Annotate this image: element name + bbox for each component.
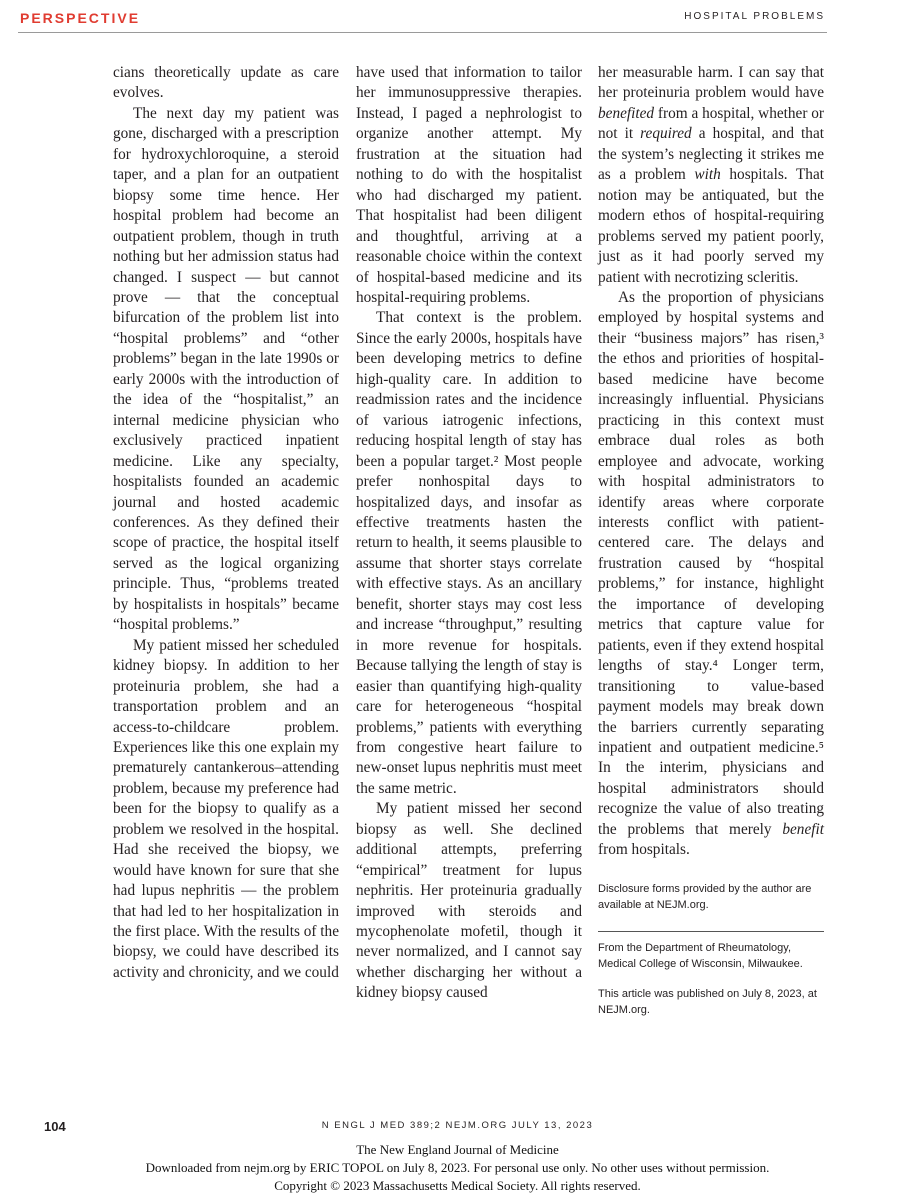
paragraph: cians theoretically update as care evolves. (113, 64, 339, 102)
running-title: HOSPITAL PROBLEMS (684, 11, 825, 22)
notes-divider (598, 931, 824, 932)
affiliation-note: From the Department of Rheumatology, Medical College of Wisconsin, Milwaukee. (598, 941, 803, 970)
page-number: 104 (44, 1119, 66, 1134)
paragraph: My patient missed her second biopsy as well. She declined additional attempts, preferring “empirical” treatment for lupus nephritis. Her proteinuria gradually improved with steroids and mycophenolate mofetil, though it never normalized, and I cannot say whether discharging her without a kidney biopsy caused (356, 800, 582, 1002)
paragraph: her measurable harm. I can say that her proteinuria problem would have benefited from a hospital, whether or not it required a hospital, and that the system’s neglecting it strikes me as a problem with hospitals. That notion may be antiquated, but the modern ethos of hospital-requiring problems served my patient poorly, just as it had poorly served my patient with necrotizing scleritis. (598, 64, 824, 286)
paragraph: As the proportion of physicians employed by hospital systems and their “business majors” has risen,³ the ethos and priorities of hospital-based medicine have become increasingly influential. Physicians practicing in this context must embrace dual roles as both employee and advocate, working with hospital administrators to identify areas where corporate interests conflict with patient-centered care. The delays and frustration caused by “hospital problems,” for instance, highlight the importance of developing metrics that capture value for patients, even if they extend hospital lengths of stay.⁴ Longer term, transitioning to value-based payment models may break down the barriers currently separating inpatient and outpatient medicine.⁵ In the interim, physicians and hospital administrators should recognize the value of also treating the problems that merely benefit from hospitals. (598, 288, 824, 859)
header-rule (18, 32, 827, 33)
paragraph: My patient missed her scheduled kidney biopsy. In addition to her proteinuria problem, she had a transportation problem and an access-to-childcare problem. Experiences like this one explain my prematurely cantankerous–attending problem, because my preference had been for the biopsy to qualify as a problem we resolved in the hospital. Had she received the biopsy, we would have known for sure that she had lupus nephritis — the problem that had led to her hospitalization in the first place. With the results of the biopsy, we could have described its activity and chronicity, and we could (113, 636, 339, 981)
journal-citation: N ENGL J MED 389;2 NEJM.ORG JULY 13, 2023 (321, 1120, 594, 1131)
disclosure-note: Disclosure forms provided by the author are available at NEJM.org. (598, 882, 812, 911)
article-column-3 (598, 63, 824, 1018)
download-notice: Downloaded from nejm.org by ERIC TOPOL on July 8, 2023. For personal use only. No other uses without permission. (145, 1160, 770, 1175)
paragraph: have used that information to tailor her immunosuppressive therapies. Instead, I paged a nephrologist to organize another attempt. My frustration at the situation had nothing to do with the hospitalist who had discharged my patient. That hospitalist had been diligent and thoughtful, arriving at a reasonable choice within the context of hospital-based medicine and its hospital-requiring problems. (356, 64, 582, 306)
paragraph: The next day my patient was gone, discharged with a prescription for hydroxychloroquine, a steroid taper, and a plan for an outpatient biopsy some time hence. Her hospital problem had become an outpatient problem, though in truth nothing but her admission status had changed. I suspect — but cannot prove — that the conceptual bifurcation of the problem list into “hospital problems” and “other problems” began in the late 1990s or early 2000s with the introduction of the idea of the “hospitalist,” an internal medicine physician who exclusively practiced inpatient medicine. Like any specialty, hospitalists founded an academic journal and hosted academic conferences. As they defined their scope of practice, the hospital itself served as the logical organizing principle. Thus, “problems treated by hospitalists in hospitals” became “hospital problems.” (113, 104, 339, 634)
publication-note: This article was published on July 8, 2023, at NEJM.org. (598, 987, 817, 1016)
paragraph: That context is the problem. Since the early 2000s, hospitals have been developing metrics to define high-quality care. In addition to readmission rates and the incidence of various iatrogenic infections, reducing hospital length of stay has been a popular target.² Most people prefer nonhospital days to hospitalized days, and insofar as effective treatments hasten the return to health, it seems plausible to assume that shorter stays correlate with effective stays. As an ancillary benefit, shorter stays may cost less and increase “throughput,” resulting in more revenue for hospitals. Because tallying the length of stay is easier than quantifying high-quality care for heterogeneous “hospital problems,” patients with everything from congestive heart failure to new-onset lupus nephritis must meet the same metric. (356, 309, 583, 797)
article-column-2 (356, 63, 582, 1004)
article-column-1 (113, 63, 339, 983)
section-label: PERSPECTIVE (20, 10, 141, 26)
copyright-notice: Copyright © 2023 Massachusetts Medical Society. All rights reserved. (274, 1178, 641, 1193)
download-journal-name: The New England Journal of Medicine (356, 1142, 559, 1157)
